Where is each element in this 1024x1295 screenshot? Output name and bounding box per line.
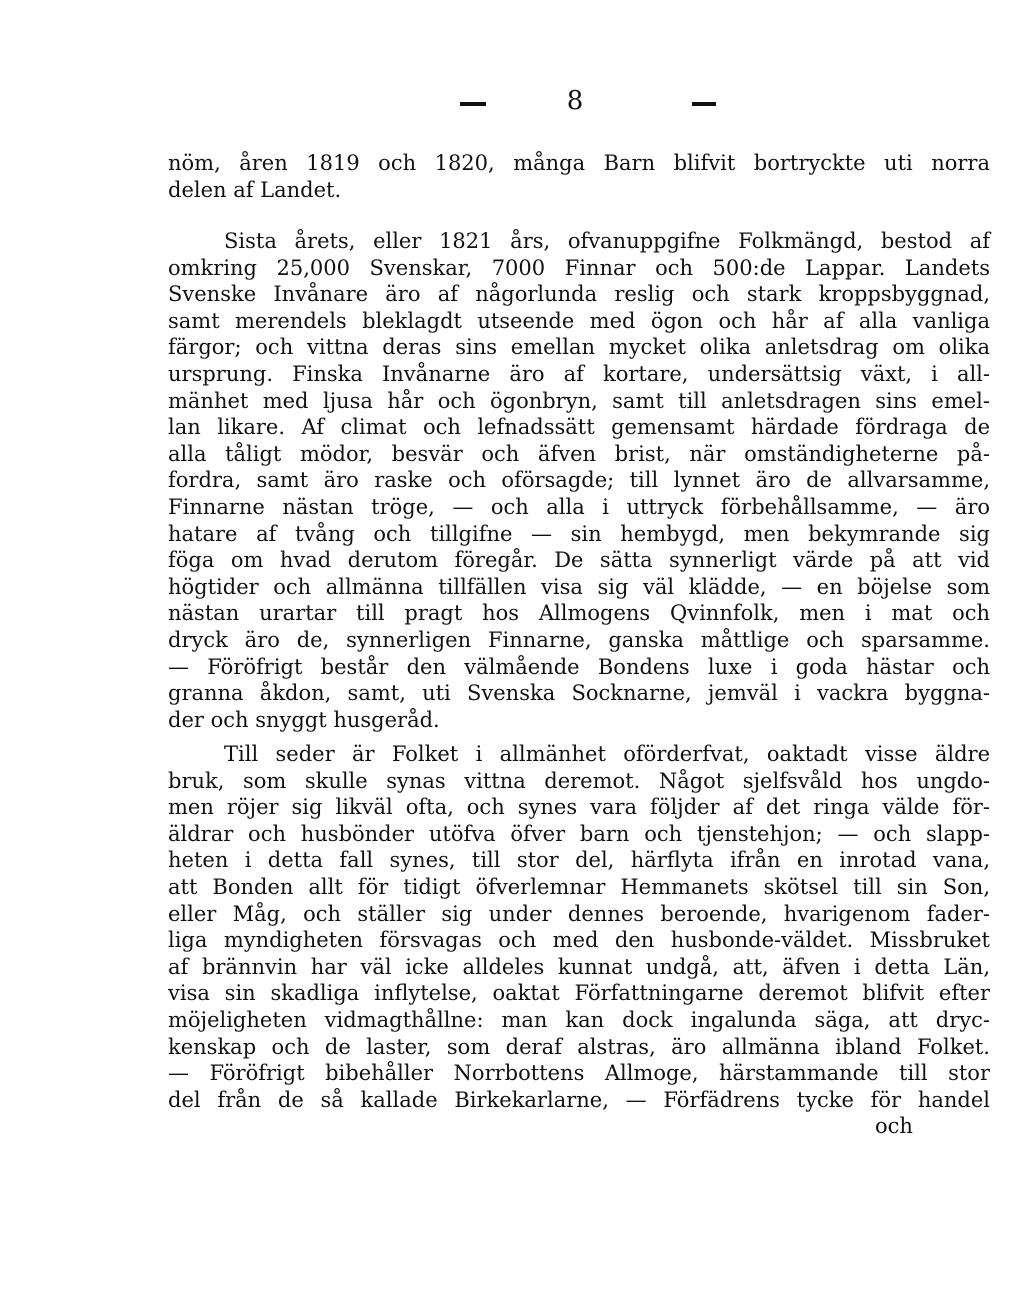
header-rule-right: [692, 102, 716, 106]
text-line: kenskap och de laster, som deraf alstras, äro allmänna ibland Folket.: [168, 1034, 990, 1059]
text-line: att Bonden allt för tidigt öfverlemnar Hemmanets skötsel till sin Son,: [168, 874, 990, 899]
paragraph-2: [168, 228, 990, 733]
text-line: färgor; och vittna deras sins emellan mycket olika anletsdrag om olika: [168, 335, 990, 360]
text-line: högtider och allmänna tillfällen visa sig väl klädde, — en böjelse som: [168, 574, 990, 599]
text-line: liga myndigheten försvagas och med den husbonde-väldet. Missbruket: [168, 928, 990, 953]
text-line: äldrar och husbönder utöfva öfver barn och tjenstehjon; — och slapp-: [168, 821, 990, 846]
text-line: lan likare. Af climat och lefnadssätt gemensamt härdade fördraga de: [168, 415, 990, 440]
text-line: bruk, som skulle synas vittna deremot. Något sjelfsvåld hos ungdo-: [168, 768, 990, 793]
text-line: föga om hvad derutom föregår. De sätta synnerligt värde på att vid: [168, 548, 990, 573]
text-line: ursprung. Finska Invånarne äro af kortare, undersättsig växt, i all-: [168, 361, 990, 386]
text-line: Svenske Invånare äro af någorlunda reslig och stark kroppsbyggnad,: [168, 282, 990, 307]
text-line: fordra, samt äro raske och oförsagde; till lynnet äro de allvarsamme,: [168, 468, 990, 493]
text-line: samt merendels bleklagdt utseende med ögon och hår af alla vanliga: [168, 308, 990, 333]
paragraph-1: [168, 150, 990, 203]
page-header: [0, 86, 1024, 122]
text-line: men röjer sig likväl ofta, och synes vara följder af det ringa välde för-: [168, 795, 990, 820]
text-line: Sista årets, eller 1821 års, ofvanuppgifne Folkmängd, bestod af: [224, 229, 990, 253]
text-line: visa sin skadliga inflytelse, oaktat Författningarne deremot blifvit efter: [168, 981, 990, 1006]
text-line: möjeligheten vidmagthållne: man kan dock ingalunda säga, att dryc-: [168, 1007, 990, 1032]
text-line: alla tåligt mödor, besvär och äfven brist, när omständigheterne på-: [168, 441, 990, 466]
text-line: — Föröfrigt bibehåller Norrbottens Allmoge, härstammande till stor: [168, 1061, 990, 1086]
text-line: heten i detta fall synes, till stor del, härflyta ifrån en inrotad vana,: [168, 848, 990, 873]
text-line: der och snyggt husgeråd.: [168, 707, 440, 732]
text-line: Till seder är Folket i allmänhet oförderfvat, oaktadt visse äldre: [224, 742, 990, 766]
text-line: — Föröfrigt består den välmående Bondens luxe i goda hästar och: [168, 654, 990, 679]
text-line: del från de så kallade Birkekarlarne, — Förfädrens tycke för handel: [168, 1087, 990, 1112]
catchword: och: [875, 1114, 913, 1138]
text-line: hatare af tvång och tillgifne — sin hembygd, men bekymrande sig: [168, 521, 990, 546]
text-line: omkring 25,000 Svenskar, 7000 Finnar och 500:de Lappar. Landets: [168, 255, 990, 280]
text-line: dryck äro de, synnerligen Finnarne, ganska måttlige och sparsamme.: [168, 627, 990, 652]
text-line: nästan urartar till pragt hos Allmogens Qvinnfolk, men i mat och: [168, 601, 990, 626]
page-number: 8: [566, 86, 584, 116]
text-line: mänhet med ljusa hår och ögonbryn, samt till anletsdragen sins emel-: [168, 388, 990, 413]
text-line: delen af Landet.: [168, 177, 342, 202]
text-line: af brännvin har väl icke alldeles kunnat undgå, att, äfven i detta Län,: [168, 954, 990, 979]
paragraph-3: [168, 741, 990, 1113]
text-line: eller Måg, och ställer sig under dennes beroende, hvarigenom fader-: [168, 901, 990, 926]
text-line: granna åkdon, samt, uti Svenska Socknarne, jemväl i vackra byggna-: [168, 681, 990, 706]
text-line: nöm, åren 1819 och 1820, många Barn blifvit bortryckte uti norra: [168, 151, 990, 175]
header-rule-left: [460, 102, 486, 106]
text-line: Finnarne nästan tröge, — och alla i uttryck förbehållsamme, — äro: [168, 494, 990, 519]
